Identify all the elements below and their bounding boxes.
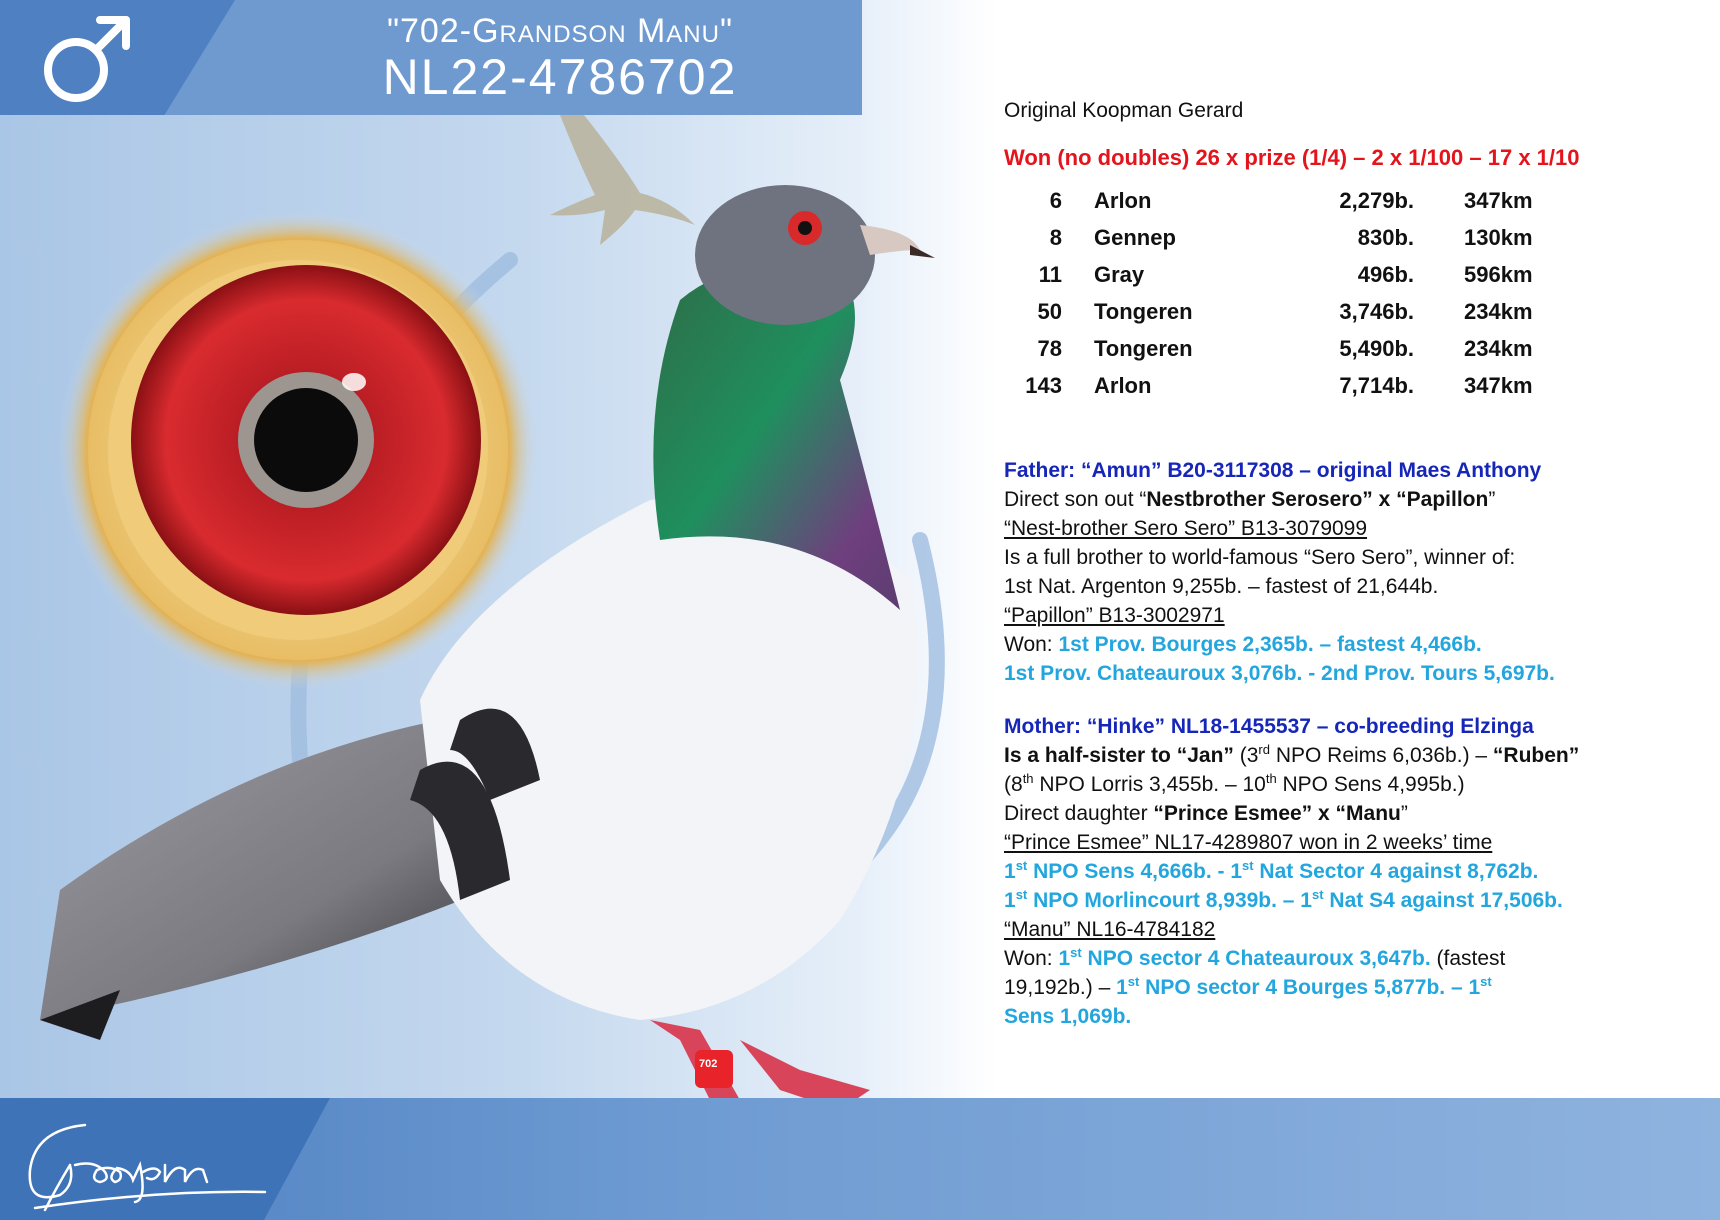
mother-line: Sens 1,069b. [1004,1005,1132,1028]
origin-line: Original Koopman Gerard [1004,99,1244,122]
mother-line: “Manu” NL16-4784182 [1004,918,1216,941]
father-line: “Papillon” B13-3002971 [1004,604,1225,627]
male-symbol-icon [38,10,138,110]
table-row [1014,367,1594,404]
text: st [1070,945,1082,960]
result-place: Tongeren [1094,335,1193,361]
mother-line [1004,973,1704,1002]
prize-summary: Won (no doubles) 26 x prize (1/4) – 2 x 1/100 – 17 x 1/10 [1004,145,1580,170]
result-distance: 234km [1464,335,1533,361]
result-rank: 6 [1049,187,1062,213]
signature-logo [15,1110,275,1215]
header-band [0,0,862,115]
mother-line: “Prince Esmee” NL17-4289807 won in 2 weeks’ time [1004,831,1493,854]
text: Won: [1004,947,1059,970]
text: Is a half-sister to “Jan” [1004,744,1234,767]
mother-line [1004,886,1704,915]
text: “Ruben” [1492,744,1580,767]
father-section [1004,456,1704,688]
result-place: Gennep [1094,224,1176,250]
result-birds: 7,714b. [1339,372,1414,398]
result-birds: 496b. [1357,261,1414,287]
text: NPO Reims 6,036b.) – [1269,744,1493,767]
table-row [1014,182,1594,219]
text: Direct son out “ [1004,488,1147,511]
text: 1 [1004,889,1016,912]
result-rank: 78 [1037,335,1062,361]
mother-line [1004,944,1704,973]
results-table [1014,182,1594,404]
text: Nat Sector 4 against 8,762b. [1253,860,1539,883]
text: “Prince Esmee” x “Manu [1153,802,1401,825]
text: NPO Sens 4,995b.) [1276,773,1465,796]
result-birds: 2,279b. [1339,187,1414,213]
result-place: Tongeren [1094,298,1193,324]
result-place: Arlon [1094,187,1152,213]
result-birds: 5,490b. [1339,335,1414,361]
text: 1 [1004,860,1016,883]
father-heading: Father: “Amun” B20-3117308 – original Maes Anthony [1004,459,1542,482]
result-rank: 50 [1037,298,1062,324]
result-distance: 596km [1464,261,1533,287]
text: 1 [1116,976,1128,999]
text: ” [1400,802,1408,825]
father-line: “Nest-brother Sero Sero” B13-3079099 [1004,517,1368,540]
text: st [1015,858,1028,873]
text: (fastest [1430,947,1506,970]
text: th [1265,771,1277,786]
text: NPO sector 4 Chateauroux 3,647b. [1081,947,1431,970]
result-distance: 347km [1464,187,1533,213]
table-row [1014,330,1594,367]
ring-number: NL22-4786702 [382,49,738,105]
text: rd [1258,742,1270,757]
mother-line [1004,857,1704,886]
pigeon-name: "702-Grandson Manu" [386,12,734,50]
mother-line [1004,741,1704,770]
result-distance: 130km [1464,224,1533,250]
father-line: 1st Prov. Chateauroux 3,076b. - 2nd Prov. Tours 5,697b. [1004,662,1555,685]
mother-line [1004,770,1704,799]
leg-ring-label: 702 [699,1058,718,1070]
result-birds: 830b. [1357,224,1414,250]
text: NPO Lorris 3,455b. – 10 [1033,773,1266,796]
father-line: Is a full brother to world-famous “Sero Sero”, winner of: [1004,546,1516,569]
table-row [1014,256,1594,293]
text: (8 [1004,773,1023,796]
text: st [1015,887,1028,902]
result-distance: 347km [1464,372,1533,398]
result-rank: 11 [1038,261,1062,287]
mother-heading: Mother: “Hinke” NL18-1455537 – co-breeding Elzinga [1004,715,1534,738]
text: ” [1488,488,1496,511]
pigeon-illustration [40,160,980,1140]
text: st [1312,887,1324,902]
text: NPO Sens 4,666b. - 1 [1027,860,1243,883]
text: Direct daughter [1004,802,1154,825]
father-line [1004,485,1704,514]
text: 1st Prov. Bourges 2,365b. – fastest 4,466b. [1058,633,1482,656]
result-rank: 143 [1025,372,1062,398]
result-birds: 3,746b. [1339,298,1414,324]
text: (3 [1233,744,1259,767]
father-line: 1st Nat. Argenton 9,255b. – fastest of 21,644b. [1004,575,1439,598]
result-rank: 8 [1049,224,1062,250]
text: NPO Morlincourt 8,939b. – 1 [1027,889,1312,912]
text: st [1127,974,1140,989]
result-distance: 234km [1464,298,1533,324]
table-row [1014,293,1594,330]
text: 1 [1058,947,1071,970]
info-panel [1004,96,1704,1031]
mother-line [1004,799,1704,828]
text: Nestbrother Serosero” x “Papillon [1146,488,1489,511]
mother-section [1004,712,1704,1031]
result-place: Arlon [1094,372,1152,398]
text: th [1022,771,1034,786]
text: 19,192b.) – [1004,976,1117,999]
text: st [1242,858,1254,873]
result-place: Gray [1094,261,1145,287]
text: Nat S4 against 17,506b. [1323,889,1563,912]
father-line [1004,630,1704,659]
table-row [1014,219,1594,256]
text: st [1480,974,1492,989]
text: Won: [1004,633,1059,656]
text: NPO sector 4 Bourges 5,877b. – 1 [1139,976,1481,999]
